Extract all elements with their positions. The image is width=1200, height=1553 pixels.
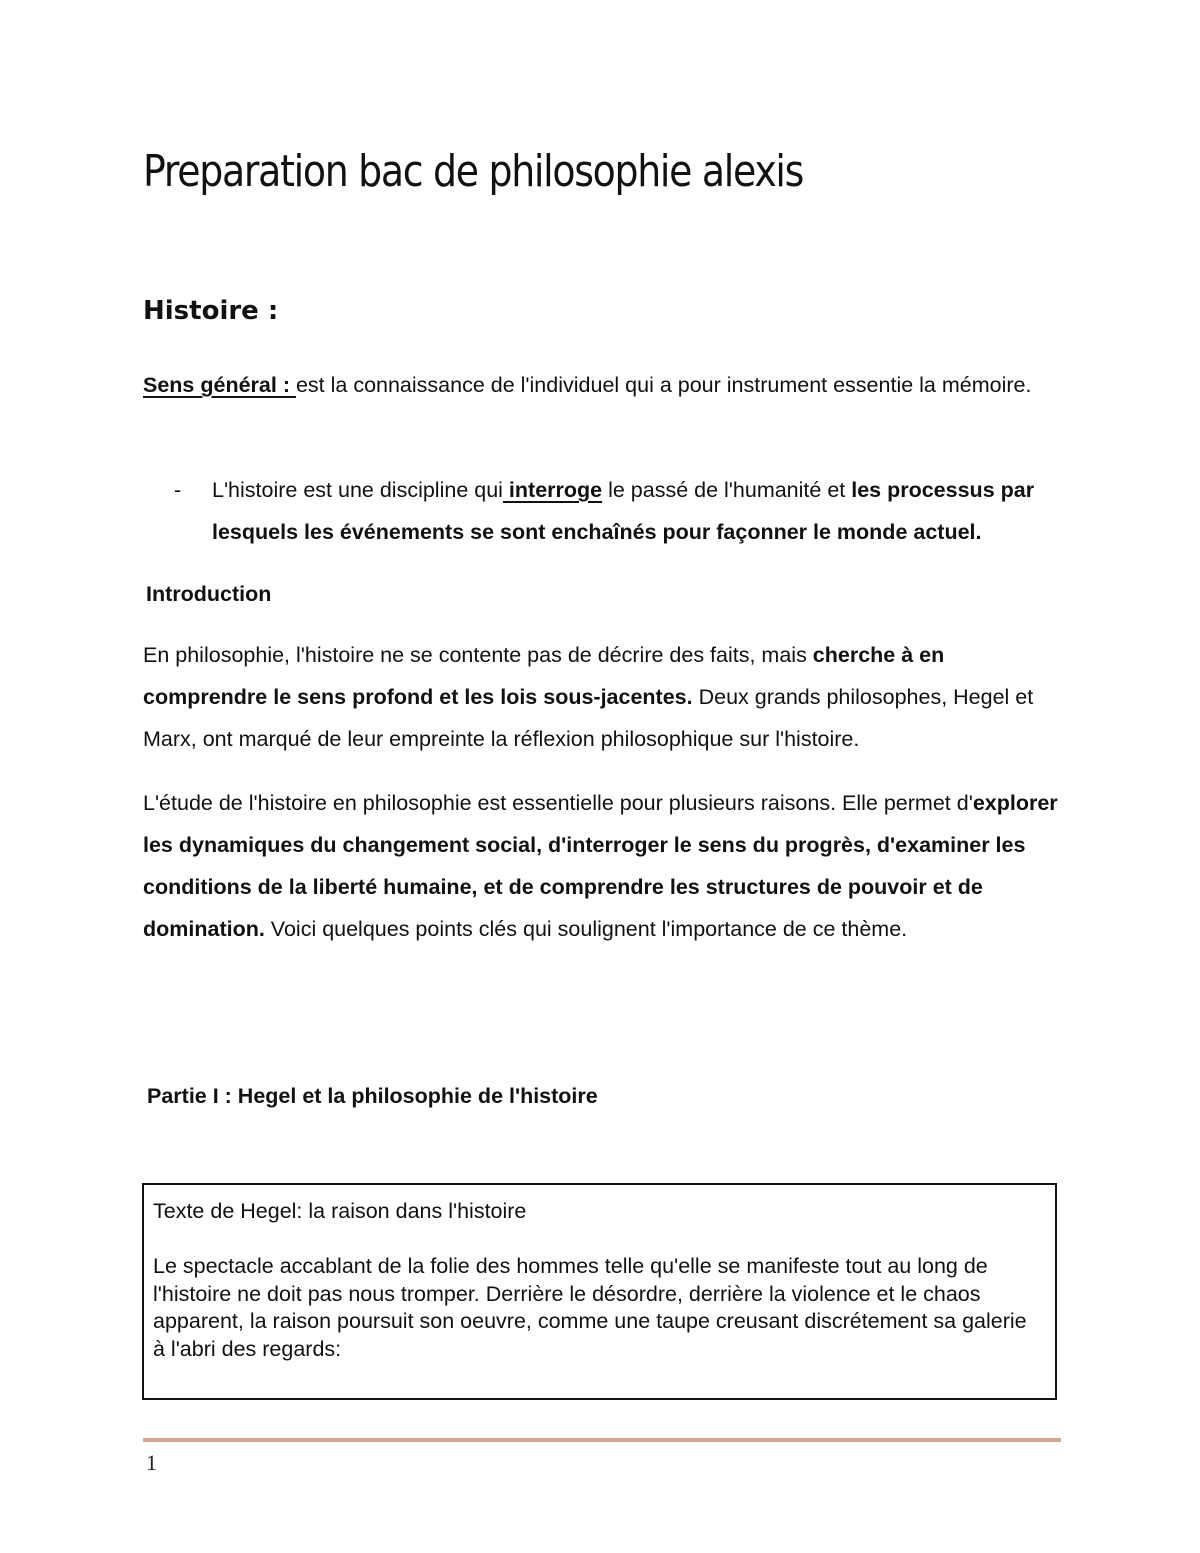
bullet-text-part2: le passé de l'humanité et xyxy=(602,478,852,502)
partie-heading: Partie I : Hegel et la philosophie de l'histoire xyxy=(147,1084,598,1108)
text-box-body: Le spectacle accablant de la folie des hommes telle qu'elle se manifeste tout au long de l'histoire ne doit pas nous tromper. Derrière le désordre, derrière la violence et le chaos apparent, la raison poursuit son oeuvre, comme une taupe creusant discrétement sa galerie à l'abri des regards: xyxy=(153,1254,1027,1361)
bullet-item xyxy=(174,469,1054,553)
p1-bold: cherche à en comprendre le sens profond et les lois sous-jacentes. xyxy=(143,643,945,709)
hegel-text-box xyxy=(142,1183,1057,1400)
p2-bold: explorer les dynamiques du changement social, d'interroger le sens du progrès, d'examiner les conditions de la liberté humaine, et de comprendre les structures de pouvoir et de domination. xyxy=(143,791,1058,941)
p2-part2: Voici quelques points clés qui soulignent l'importance de ce thème. xyxy=(264,917,908,941)
page-number: 1 xyxy=(146,1450,157,1475)
intro-paragraph-2 xyxy=(143,782,1058,950)
sens-general-label: Sens général : xyxy=(143,373,296,397)
intro-paragraph-1 xyxy=(143,634,1058,760)
p1-part1: En philosophie, l'histoire ne se contente pas de décrire des faits, mais xyxy=(143,643,813,667)
text-box-title: Texte de Hegel: la raison dans l'histoire xyxy=(153,1199,527,1223)
bullet-marker: - xyxy=(174,478,182,502)
p2-part1: L'étude de l'histoire en philosophie est essentielle pour plusieurs raisons. Elle permet d' xyxy=(143,791,973,815)
introduction-heading: Introduction xyxy=(146,582,272,606)
document-title: Preparation bac de philosophie alexis xyxy=(143,146,804,197)
p1-part2: Deux grands philosophes, Hegel et Marx, ont marqué de leur empreinte la réflexion philosophique sur l'histoire. xyxy=(143,685,1034,751)
bullet-bold-text: les processus par lesquels les événements se sont enchaînés pour façonner le monde actuel. xyxy=(212,478,1035,544)
bullet-underlined-word: interroge xyxy=(502,478,603,502)
bullet-content xyxy=(212,469,1054,553)
sens-general-paragraph xyxy=(143,364,1043,406)
bullet-text-part1: L'histoire est une discipline qui xyxy=(212,478,503,502)
footer-divider xyxy=(143,1438,1061,1442)
sens-general-text: est la connaissance de l'individuel qui a pour instrument essentie la mémoire. xyxy=(295,373,1032,397)
section-heading-histoire: Histoire : xyxy=(143,296,279,326)
